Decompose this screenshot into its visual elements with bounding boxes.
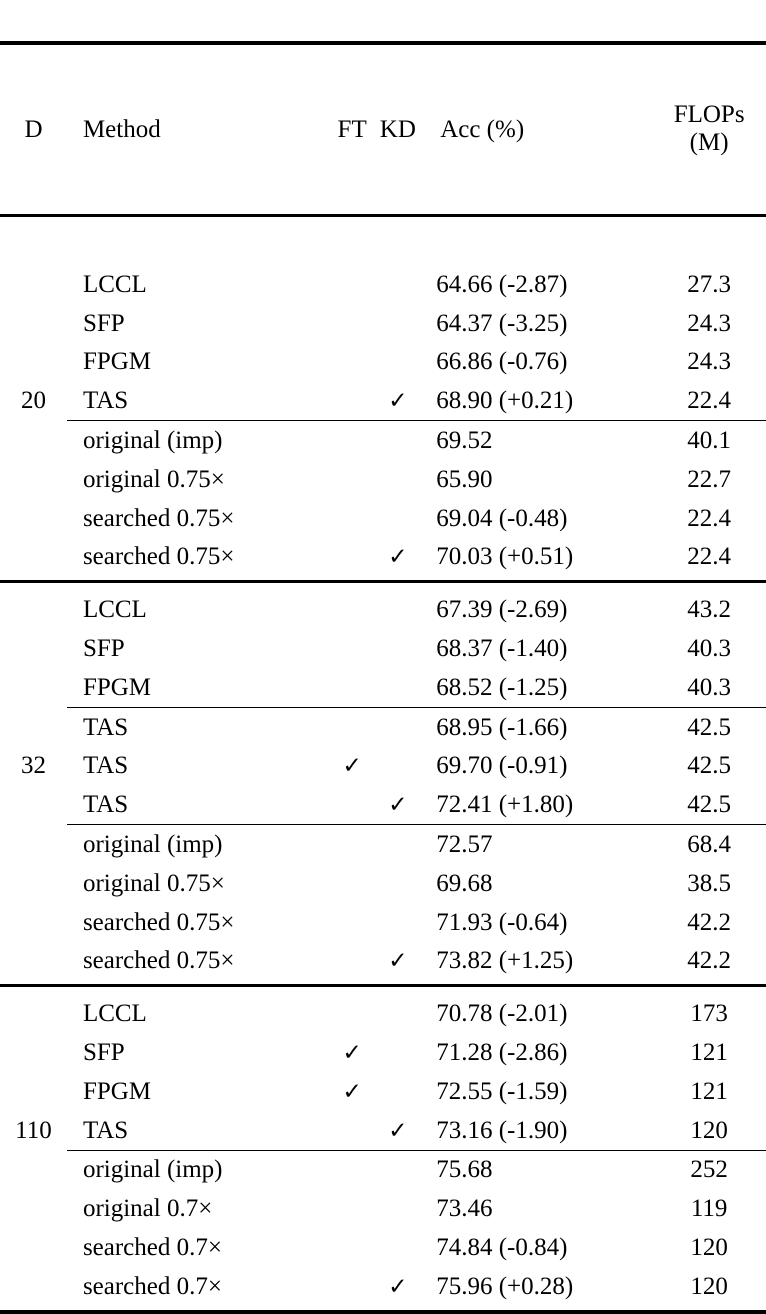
- table-row: [0, 304, 766, 343]
- check-icon: ✓: [342, 1078, 362, 1104]
- cell-flops: 22.4: [687, 504, 731, 532]
- cell-acc: [422, 708, 652, 747]
- cell-kd: [373, 304, 422, 343]
- cell-depth-empty: [0, 421, 67, 460]
- table-row: [0, 343, 766, 382]
- cell-acc: [422, 994, 652, 1033]
- table-row: [0, 1267, 766, 1306]
- cell-method: SFP: [82, 1039, 125, 1067]
- cell-ft: [331, 629, 374, 668]
- cell-kd: [373, 903, 422, 942]
- table-row: [0, 785, 766, 824]
- cell-kd: [373, 1111, 422, 1150]
- cell-kd: [373, 421, 422, 460]
- cell-kd: [373, 864, 422, 903]
- cell-method: SFP: [82, 635, 125, 663]
- cell-flops: 121: [690, 1039, 728, 1067]
- table-row: [0, 903, 766, 942]
- cell-kd: [373, 538, 422, 577]
- cell-depth-empty: [0, 668, 67, 707]
- cell-method: original 0.75×: [82, 465, 225, 493]
- cell-acc: [422, 590, 652, 629]
- header-flops-line1: FLOPs: [673, 101, 745, 128]
- cell-acc: [422, 629, 652, 668]
- cell-ft: [331, 343, 374, 382]
- cell-flops: 121: [690, 1077, 728, 1105]
- header-depth: D: [24, 115, 43, 143]
- cell-acc: [422, 343, 652, 382]
- accuracy-value: 74.84 (-0.84): [436, 1234, 568, 1262]
- accuracy-value: 68.52 (-1.25): [436, 673, 568, 701]
- accuracy-value: 69.52: [436, 427, 493, 455]
- cell-depth-empty: [0, 629, 67, 668]
- cell-ft: [331, 590, 374, 629]
- cell-depth-empty: [0, 825, 67, 864]
- cell-depth: [0, 381, 67, 420]
- depth-label: 20: [20, 387, 46, 415]
- cell-method: LCCL: [82, 270, 147, 298]
- accuracy-value: 69.70 (-0.91): [436, 752, 568, 780]
- accuracy-value: 69.04 (-0.48): [436, 504, 568, 532]
- cell-method: TAS: [82, 387, 129, 415]
- cell-ft: [331, 421, 374, 460]
- cell-depth: [0, 1111, 67, 1150]
- cell-kd: [373, 629, 422, 668]
- cell-depth-empty: [0, 343, 67, 382]
- table-row: [0, 265, 766, 304]
- cell-depth-empty: [0, 903, 67, 942]
- table-row: [0, 994, 766, 1033]
- cell-depth-empty: [0, 1151, 67, 1190]
- cell-flops: 24.3: [687, 309, 731, 337]
- cell-depth-empty: [0, 590, 67, 629]
- cell-ft: [331, 825, 374, 864]
- cell-kd: [373, 747, 422, 786]
- header-kd: KD: [379, 115, 416, 143]
- table-row: [0, 538, 766, 577]
- cell-ft: [331, 903, 374, 942]
- cell-depth-empty: [0, 942, 67, 981]
- table-row: [0, 629, 766, 668]
- accuracy-value: 69.68: [436, 869, 493, 897]
- cell-flops: 119: [690, 1195, 728, 1223]
- cell-acc: [422, 538, 652, 577]
- cell-ft: [331, 864, 374, 903]
- accuracy-value: 64.37 (-3.25): [436, 309, 568, 337]
- accuracy-value: 71.93 (-0.64): [436, 908, 568, 936]
- cell-depth: [0, 747, 67, 786]
- cell-method: TAS: [82, 791, 129, 819]
- cell-flops: 120: [690, 1234, 728, 1262]
- cell-kd: [373, 1072, 422, 1111]
- cell-ft: [331, 265, 374, 304]
- cell-kd: [373, 1267, 422, 1306]
- cell-method: original (imp): [82, 831, 223, 859]
- cell-ft: [331, 785, 374, 824]
- header-method: Method: [82, 115, 161, 143]
- cell-depth-empty: [0, 1189, 67, 1228]
- table-row: [0, 590, 766, 629]
- cell-kd: [373, 381, 422, 420]
- cell-flops: 22.7: [687, 465, 731, 493]
- cell-flops: 42.5: [687, 791, 731, 819]
- cell-depth-empty: [0, 460, 67, 499]
- cell-acc: [422, 1072, 652, 1111]
- table-row: [0, 708, 766, 747]
- spacer-row: [0, 258, 766, 265]
- header-flops: [652, 86, 766, 172]
- cell-flops: 120: [690, 1116, 728, 1144]
- cell-kd: [373, 1189, 422, 1228]
- header-ft: FT: [337, 115, 367, 143]
- accuracy-value: 73.46: [436, 1195, 493, 1223]
- cell-kd: [373, 942, 422, 981]
- cell-kd: [373, 994, 422, 1033]
- cell-flops: 27.3: [687, 270, 731, 298]
- cell-ft: [331, 1228, 374, 1267]
- spacer-row: [0, 583, 766, 590]
- cell-acc: [422, 903, 652, 942]
- cell-acc: [422, 265, 652, 304]
- cell-ft: [331, 1267, 374, 1306]
- cell-depth-empty: [0, 708, 67, 747]
- accuracy-value: 70.03 (+0.51): [436, 543, 574, 571]
- cell-acc: [422, 1228, 652, 1267]
- cell-ft: [331, 994, 374, 1033]
- cell-flops: 22.4: [687, 387, 731, 415]
- header-row: [0, 86, 766, 172]
- cell-ft: [331, 381, 374, 420]
- cell-method: FPGM: [82, 1077, 152, 1105]
- check-icon: ✓: [388, 792, 408, 818]
- cell-depth-empty: [0, 864, 67, 903]
- cell-flops: 173: [690, 1000, 728, 1028]
- table-row: [0, 460, 766, 499]
- table-header: [0, 0, 766, 258]
- table-row: [0, 1033, 766, 1072]
- cell-acc: [422, 499, 652, 538]
- accuracy-value: 70.78 (-2.01): [436, 1000, 568, 1028]
- cell-depth-empty: [0, 785, 67, 824]
- cell-ft: [331, 1189, 374, 1228]
- cell-ft: [331, 1072, 374, 1111]
- cell-method: FPGM: [82, 348, 152, 376]
- cell-acc: [422, 942, 652, 981]
- spacer-row: [0, 987, 766, 994]
- cell-kd: [373, 825, 422, 864]
- cell-method: searched 0.75×: [82, 543, 235, 571]
- cell-depth-empty: [0, 1072, 67, 1111]
- check-icon: ✓: [388, 1273, 408, 1299]
- cell-acc: [422, 1151, 652, 1190]
- cell-ft: [331, 708, 374, 747]
- rule-header-separator: [0, 172, 766, 258]
- cell-kd: [373, 590, 422, 629]
- cell-kd: [373, 785, 422, 824]
- header-acc: Acc (%): [440, 115, 525, 143]
- cell-kd: [373, 1151, 422, 1190]
- cell-flops: 252: [690, 1156, 728, 1184]
- cell-ft: [331, 499, 374, 538]
- cell-ft: [331, 942, 374, 981]
- cell-ft: [331, 747, 374, 786]
- cell-method: TAS: [82, 1116, 129, 1144]
- table-row: [0, 1111, 766, 1150]
- rule-bottom: [0, 1310, 766, 1314]
- accuracy-value: 72.55 (-1.59): [436, 1077, 568, 1105]
- accuracy-value: 65.90: [436, 465, 493, 493]
- accuracy-value: 73.16 (-1.90): [436, 1116, 568, 1144]
- accuracy-value: 64.66 (-2.87): [436, 270, 568, 298]
- rule-top: [0, 0, 766, 86]
- check-icon: ✓: [342, 753, 362, 779]
- cell-method: searched 0.75×: [82, 504, 235, 532]
- cell-kd: [373, 499, 422, 538]
- cell-acc: [422, 747, 652, 786]
- cell-ft: [331, 1033, 374, 1072]
- accuracy-value: 75.96 (+0.28): [436, 1272, 574, 1300]
- cell-flops: 22.4: [687, 543, 731, 571]
- cell-ft: [331, 304, 374, 343]
- cell-flops: 42.5: [687, 752, 731, 780]
- cell-flops: 40.3: [687, 673, 731, 701]
- cell-depth-empty: [0, 994, 67, 1033]
- table-row: [0, 1072, 766, 1111]
- cell-acc: [422, 421, 652, 460]
- cell-method: SFP: [82, 309, 125, 337]
- cell-flops: 68.4: [687, 831, 731, 859]
- cell-flops: 42.5: [687, 713, 731, 741]
- table-row: [0, 825, 766, 864]
- cell-method: LCCL: [82, 596, 147, 624]
- cell-kd: [373, 708, 422, 747]
- cell-method: original 0.75×: [82, 869, 225, 897]
- depth-label: 110: [15, 1116, 52, 1144]
- cell-acc: [422, 1189, 652, 1228]
- cell-method: original 0.7×: [82, 1195, 213, 1223]
- cell-kd: [373, 343, 422, 382]
- cell-depth-empty: [0, 1228, 67, 1267]
- cell-kd: [373, 668, 422, 707]
- table-row: [0, 1151, 766, 1190]
- cell-method: searched 0.7×: [82, 1234, 222, 1262]
- cell-ft: [331, 1151, 374, 1190]
- cell-acc: [422, 304, 652, 343]
- cell-kd: [373, 460, 422, 499]
- cell-flops: 40.1: [687, 427, 731, 455]
- cell-acc: [422, 668, 652, 707]
- cell-ft: [331, 538, 374, 577]
- table-row: [0, 1228, 766, 1267]
- cell-ft: [331, 668, 374, 707]
- table-row: [0, 499, 766, 538]
- cell-flops: 40.3: [687, 635, 731, 663]
- cell-acc: [422, 1111, 652, 1150]
- cell-acc: [422, 864, 652, 903]
- accuracy-value: 71.28 (-2.86): [436, 1039, 568, 1067]
- cell-kd: [373, 1033, 422, 1072]
- cell-acc: [422, 1267, 652, 1306]
- cell-flops: 43.2: [687, 596, 731, 624]
- cell-method: TAS: [82, 752, 129, 780]
- cell-method: searched 0.75×: [82, 947, 235, 975]
- cell-ft: [331, 1111, 374, 1150]
- cell-method: LCCL: [82, 1000, 147, 1028]
- cell-method: searched 0.75×: [82, 908, 235, 936]
- cell-method: FPGM: [82, 673, 152, 701]
- cell-acc: [422, 381, 652, 420]
- cell-flops: 42.2: [687, 947, 731, 975]
- cell-depth-empty: [0, 1267, 67, 1306]
- accuracy-value: 66.86 (-0.76): [436, 348, 568, 376]
- cell-acc: [422, 785, 652, 824]
- accuracy-value: 72.41 (+1.80): [436, 791, 574, 819]
- accuracy-value: 75.68: [436, 1156, 493, 1184]
- check-icon: ✓: [388, 388, 408, 414]
- table-row: [0, 942, 766, 981]
- accuracy-value: 68.90 (+0.21): [436, 387, 574, 415]
- cell-flops: 42.2: [687, 908, 731, 936]
- check-icon: ✓: [388, 948, 408, 974]
- table-row: [0, 864, 766, 903]
- table-row: [0, 668, 766, 707]
- header-flops-line2: (M): [689, 129, 729, 156]
- cell-acc: [422, 460, 652, 499]
- table-row: [0, 747, 766, 786]
- accuracy-value: 73.82 (+1.25): [436, 947, 574, 975]
- table-body: [0, 258, 766, 1314]
- cell-kd: [373, 1228, 422, 1267]
- cell-method: original (imp): [82, 1156, 223, 1184]
- cell-acc: [422, 1033, 652, 1072]
- cell-depth-empty: [0, 1033, 67, 1072]
- check-icon: ✓: [388, 544, 408, 570]
- accuracy-value: 72.57: [436, 831, 493, 859]
- cell-flops: 38.5: [687, 869, 731, 897]
- cell-acc: [422, 825, 652, 864]
- cell-kd: [373, 265, 422, 304]
- accuracy-value: 68.95 (-1.66): [436, 713, 568, 741]
- cell-method: searched 0.7×: [82, 1272, 222, 1300]
- table-row: [0, 381, 766, 420]
- table-row: [0, 421, 766, 460]
- check-icon: ✓: [388, 1117, 408, 1143]
- depth-label: 32: [20, 752, 46, 780]
- cell-depth-empty: [0, 538, 67, 577]
- cell-depth-empty: [0, 265, 67, 304]
- cell-method: TAS: [82, 713, 129, 741]
- table-row: [0, 1189, 766, 1228]
- cell-depth-empty: [0, 304, 67, 343]
- cell-depth-empty: [0, 499, 67, 538]
- check-icon: ✓: [342, 1040, 362, 1066]
- accuracy-value: 67.39 (-2.69): [436, 596, 568, 624]
- cell-flops: 24.3: [687, 348, 731, 376]
- cell-method: original (imp): [82, 427, 223, 455]
- accuracy-value: 68.37 (-1.40): [436, 635, 568, 663]
- cell-ft: [331, 460, 374, 499]
- cell-flops: 120: [690, 1272, 728, 1300]
